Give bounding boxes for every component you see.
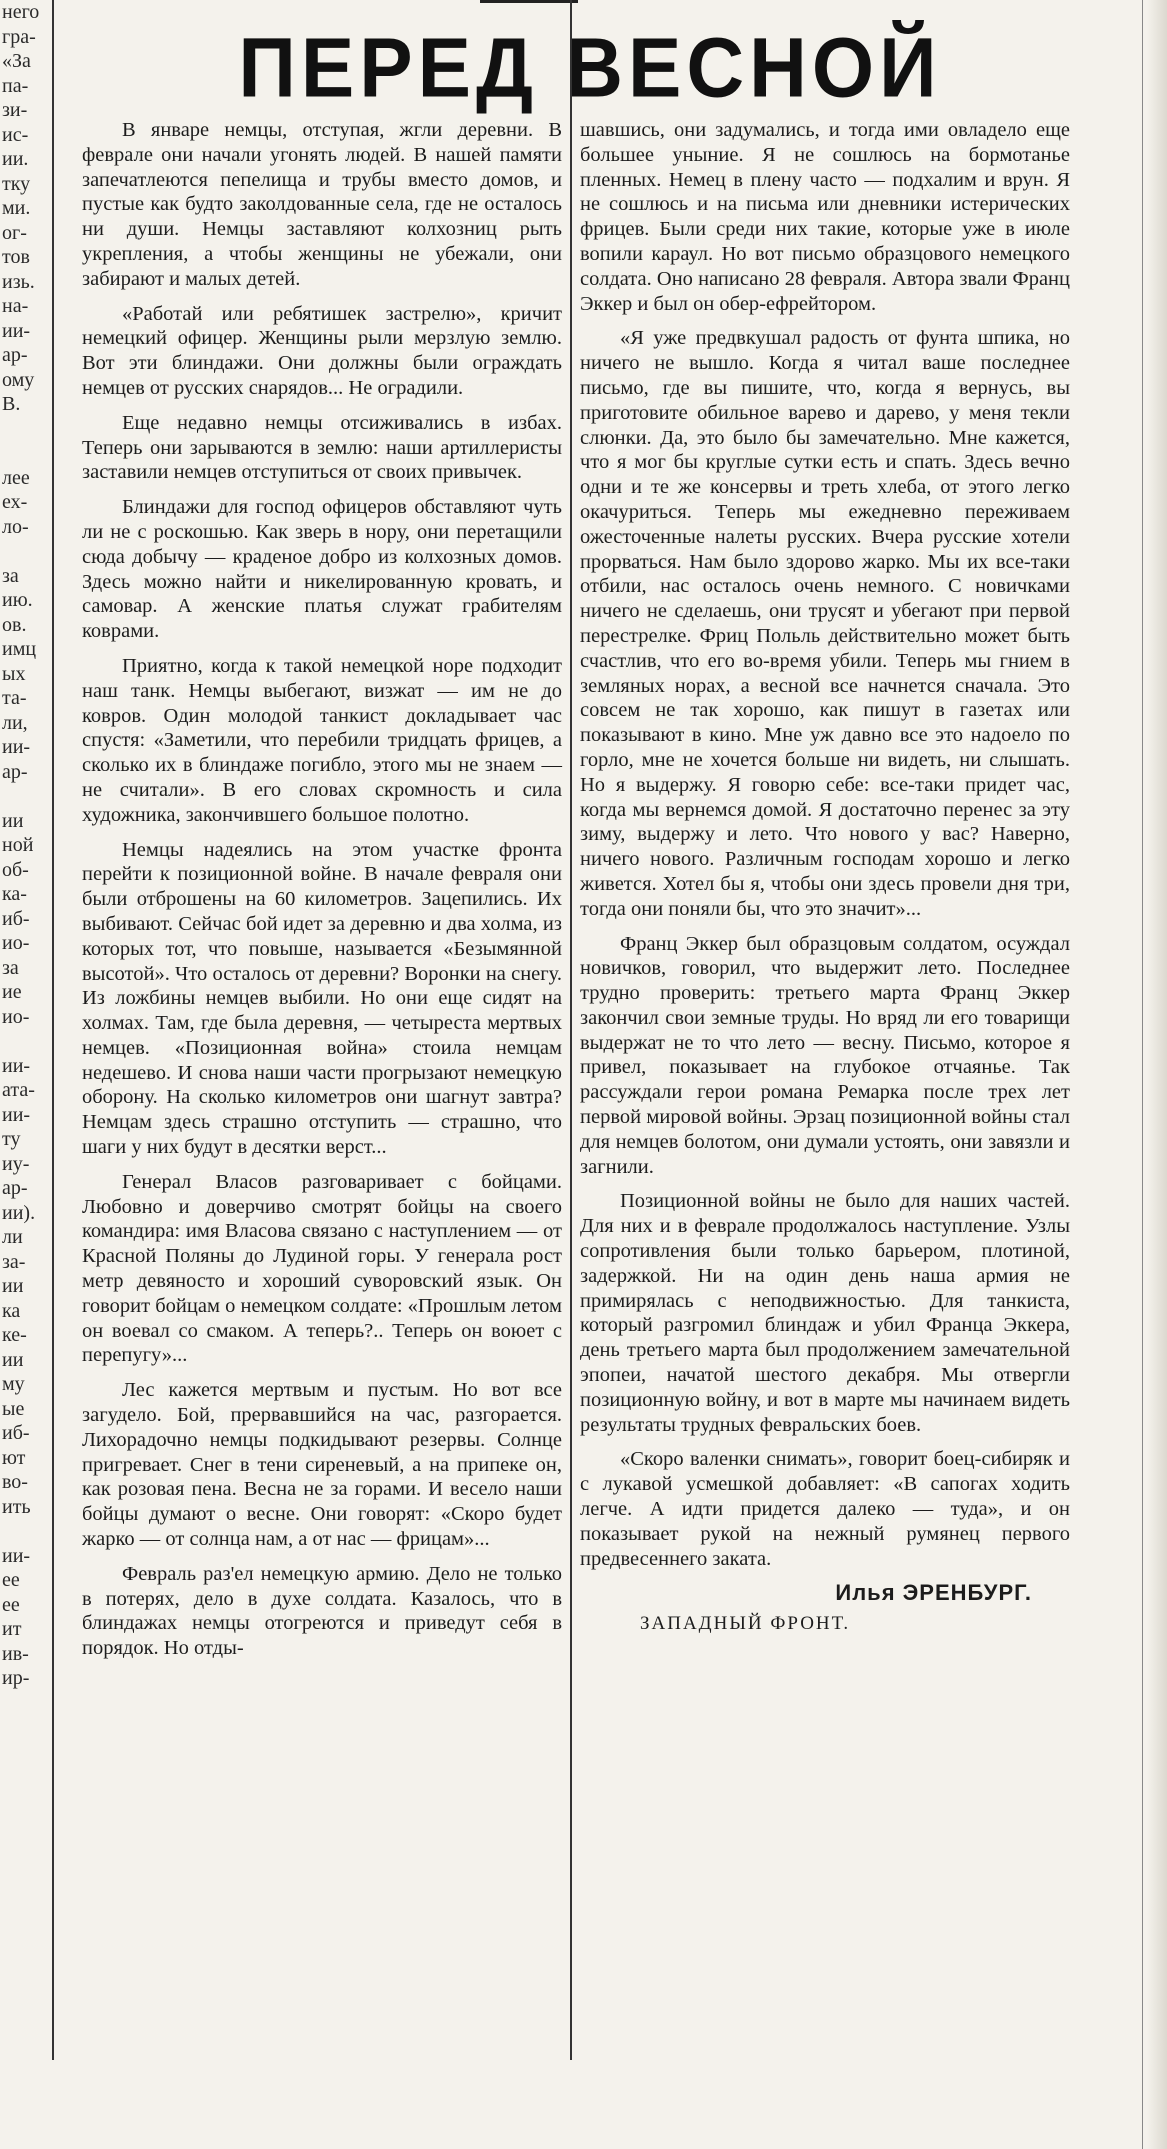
fragment-line: ата- <box>2 1079 35 1101</box>
fragment-line: ии- <box>2 736 31 758</box>
fragment-line: изь. <box>2 270 35 293</box>
fragment-line: во- <box>2 1471 28 1493</box>
paragraph: Лес кажется мертвым и пустым. Но вот все загудело. Бой, прервавшийся на час, разгорается. Лихорадочно немцы подкидывают резервы. Солнце пригревает. Снег в тени сиреневый, а на припеке он, как розовая пена. Весна не за горами. И весело наши бойцы думают о весне. Они говорят: «Скоро будет жарко — от солнца нам, а от нас — фрицам»... <box>82 1379 562 1551</box>
paragraph: Блиндажи для господ офицеров обставляют чуть ли не с роскошью. Как зверь в нору, они перетащили сюда добычу — краденое добро из колхозных домов. Здесь можно найти и никелированную кровать, и самовар. А женские платья служат грабителям коврами. <box>82 496 562 643</box>
fragment-line: ли <box>2 1226 23 1248</box>
fragment-line: ар- <box>2 1177 28 1199</box>
fragment-line: гра- <box>2 25 36 48</box>
author-signature: Илья ЭРЕНБУРГ. <box>835 1580 1032 1606</box>
paragraph: «Работай или ребятишек застрелю», кричит немецкий офицер. Женщины рыли мерзлую землю. Вот эти блиндажи. Они должны были ограждать немцев от русских снарядов... Не оградили. <box>82 302 562 399</box>
fragment-line: ии- <box>2 1544 31 1567</box>
fragment-line: ло- <box>2 515 29 538</box>
fragment-line: ии <box>2 1275 24 1297</box>
fragment-line: ир- <box>2 1667 30 1689</box>
fragment-line: ив- <box>2 1642 29 1665</box>
fragment-line <box>0 1029 50 1054</box>
dateline: ЗАПАДНЫЙ ФРОНТ. <box>640 1613 851 1635</box>
fragment-line: та- <box>2 687 27 709</box>
fragment-line: ее <box>2 1593 20 1616</box>
fragment-line: В. <box>2 393 21 415</box>
fragment-line: него <box>2 1 40 23</box>
paragraph: Позиционной войны не было для наших частей. Для них и в феврале продолжалось наступление. Узлы сопротивления были только барьером, плотиной, задержкой. Ни на один день наша армия не примирялась с неподвижностью. Для танкиста, который разгромил блиндаж и убил Франца Эккера, день третьего марта был продолжением замечательной эпопеи, начатой шестого декабря. Мы отвергли позиционную войну, и вот в марте мы начинаем видеть результаты трудных февральских боев. <box>580 1190 1070 1436</box>
fragment-line: ые <box>2 1397 25 1420</box>
fragment-line: ли, <box>2 711 28 734</box>
paragraph: шавшись, они задумались, и тогда ими овладело еще большее уныние. Я не сошлюсь на бормотанье пленных. Немец в плену часто — подхалим и врун. Я не сошлюсь и на письма или дневники истерических фрицев. Были среди них такие, которые уже в июле вопили караул. Но вот письмо образцового немецкого солдата. Оно написано 28 февраля. Автора звали Франц Эккер и был он обер-ефрейтором. <box>580 119 1070 315</box>
fragment-line: ых <box>2 662 26 685</box>
paragraph: «Скоро валенки снимать», говорит боец-сибиряк и с лукавой усмешкой добавляет: «В сапогах ходить легче. А идти придется далеко — туда», и он показывает рукой на нежный румянец первого предвесеннего заката. <box>580 1448 1070 1570</box>
fragment-line: ии. <box>2 148 29 170</box>
fragment-line: на- <box>2 295 29 317</box>
fragment-line: ее <box>2 1569 20 1591</box>
paragraph: Генерал Власов разговаривает с бойцами. Любовно и доверчиво смотрят бойцы на своего командира: имя Власова связано с наступлением — от Красной Поляны до Лудиной горы. У генерала рост метр девяносто и хороший суворовский язык. Он говорит бойцам о немецком солдате: «Прошлым летом он воевал со смаком. А теперь?.. Теперь он воюет с перепугу»... <box>82 1170 562 1367</box>
fragment-line: ию. <box>2 589 33 611</box>
fragment-line: за <box>2 564 19 587</box>
fragment-line: «За <box>2 50 31 72</box>
fragment-line: зи- <box>2 99 28 121</box>
paragraph: Франц Эккер был образцовым солдатом, осуждал новичков, говорил, что выдержит лето. Последнее трудно проверить: третьего марта Франц Эккер закончил свои земные труды. Но вряд ли его товарищи выдержат не то что лето — весну. Письмо, которое я привел, показывает на глубокое отчаянье. Так рассуждали герои романа Ремарка после трех лет первой мировой войны. Эрзац позиционной войны стал для немцев болотом, они думали устоять, они завязли и загнили. <box>580 932 1070 1178</box>
fragment-line: ной <box>2 834 34 856</box>
previous-article-fragment <box>0 0 50 2149</box>
paragraph: Приятно, когда к такой немецкой норе подходит наш танк. Немцы выбегают, визжат — им не до ковров. Один молодой танкист докладывает час спустя: «Заметили, что перебили тридцать фрицев, а сколько их в блиндаже погибло, этого мы не знаем — не считали». В его словах скромность и сила художника, закончившего большое полотно. <box>82 654 562 826</box>
column-divider-center <box>570 0 572 2060</box>
fragment-line <box>0 441 50 466</box>
fragment-line: об- <box>2 858 29 881</box>
column-divider-right <box>1142 0 1143 2149</box>
paragraph: Февраль раз'ел немецкую армию. Дело не только в потерях, дело в духе солдата. Казалось, что в блиндажах немцы отогреются и приведут себя в порядок. Но отды- <box>82 1562 562 1660</box>
column-divider-left <box>52 0 54 2060</box>
fragment-line: ют <box>2 1446 26 1469</box>
fragment-line: ии <box>2 1348 24 1371</box>
fragment-line: ить <box>2 1495 31 1518</box>
fragment-line: ио- <box>2 932 30 954</box>
fragment-line: ар- <box>2 760 28 783</box>
article-column-1 <box>82 118 562 1671</box>
fragment-line <box>0 1519 50 1544</box>
fragment-line: ии <box>2 809 24 832</box>
fragment-line <box>0 539 50 564</box>
fragment-line: ех- <box>2 491 28 513</box>
fragment-line: ит <box>2 1618 22 1640</box>
fragment-line: ии- <box>2 1054 31 1077</box>
fragment-line: тов <box>2 246 30 268</box>
fragment-line: ии). <box>2 1201 36 1224</box>
paragraph: Немцы надеялись на этом участке фронта перейти к позиционной войне. В начале февраля они были отброшены на 60 километров. Зацепились. Их выбивают. Сейчас бой идет за деревню и два холма, из которых тот, что повыше, называется «Безымянной высотой». Что осталось от деревни? Воронки на снегу. Из ложбины немцев выбили. Но они еще сидят на холмах. Там, где была деревня, — четыреста мертвых немцев. «Позиционная война» стоила немцам недешево. И снова наши части прогрызают немецкую оборону. На сколько километров они шагнут завтра? Немцам здесь страшно отступить — страшно, что шаги у них будут в десятки верст... <box>82 838 562 1159</box>
fragment-line: ио- <box>2 1005 30 1028</box>
article-column-2 <box>580 118 1070 1647</box>
fragment-line: ка <box>2 1299 21 1322</box>
page-edge-shadow <box>1147 0 1167 2149</box>
fragment-line: ке- <box>2 1324 27 1346</box>
fragment-line <box>0 784 50 809</box>
top-rule <box>480 0 578 3</box>
fragment-line: ар- <box>2 344 28 366</box>
fragment-line: за- <box>2 1250 26 1273</box>
fragment-line: ис- <box>2 123 29 146</box>
fragment-line: за <box>2 956 19 979</box>
fragment-line: ому <box>2 368 35 391</box>
paragraph: Еще недавно немцы отсиживались в избах. Теперь они зарываются в землю: наши артиллеристы заставили немцев отступиться от своих привычек. <box>82 411 562 484</box>
fragment-line: ка- <box>2 883 27 905</box>
fragment-line: лее <box>2 466 30 489</box>
fragment-line: иб- <box>2 1422 30 1444</box>
fragment-line: иу- <box>2 1152 30 1175</box>
fragment-line <box>0 417 50 442</box>
fragment-line: ог- <box>2 221 27 244</box>
fragment-line: ии- <box>2 319 31 342</box>
fragment-line: му <box>2 1373 25 1395</box>
fragment-line: тку <box>2 172 31 195</box>
fragment-line: ие <box>2 981 22 1003</box>
paragraph: В январе немцы, отступая, жгли деревни. В феврале они начали угонять людей. В нашей памяти запечатлеются пепелища и трубы вместо домов, и пустые как будто заколдованные села, где не осталось ни души. Немцы заставляют колхозниц рыть укрепления, а чтобы женщины не убежали, они забирают и малых детей. <box>82 119 562 290</box>
page-title: ПЕРЕД ВЕСНОЙ <box>238 20 942 115</box>
fragment-line: ов. <box>2 613 27 636</box>
fragment-line: иб- <box>2 907 30 930</box>
fragment-line: ми. <box>2 197 31 219</box>
fragment-line: ту <box>2 1128 21 1150</box>
fragment-line: ии- <box>2 1103 31 1126</box>
paragraph: «Я уже предвкушал радость от фунта шпика, но ничего не вышло. Когда я читал ваше последнее письмо, где вы пишите, что, когда я вернусь, вы приготовите обильное варево и дарево, у меня текли слюнки. Да, это было бы замечательно. Мне кажется, что я мог бы круглые сутки есть и спать. Здесь вечно одни и те же консервы и треть хлеба, от этого легко окачуриться. Теперь мы ежедневно переживаем ожесточенные налеты русских. Вчера русские хотели прорваться. Нам было здорово жарко. Мы их все-таки отбили, нас осталось очень немного. С новичками ничего не сделаешь, они трусят и убегают при первой перестрелке. Фриц Польль действительно может быть счастлив, что его во-время убили. Теперь мы гнием в земляных норах, а весной все начнется сначала. Это совсем не так хорошо, как пишут в газетах или показывают в кино. Мне уж давно все это надоело по горло, мне не хочется больше ни видеть, ни слышать. Но я выдержу. Я говорю себе: все-таки придет час, когда мы вернемся домой. Я достаточно перенес за эту зиму, выдержу и лето. Что нового у вас? Наверно, ничего нового. Различным господам хорошо и легко живется. Хотел бы я, чтобы они здесь провели дня три, тогда они поняли бы, что это значит»... <box>580 327 1070 920</box>
fragment-line: имц <box>2 638 37 660</box>
fragment-line: па- <box>2 74 29 97</box>
